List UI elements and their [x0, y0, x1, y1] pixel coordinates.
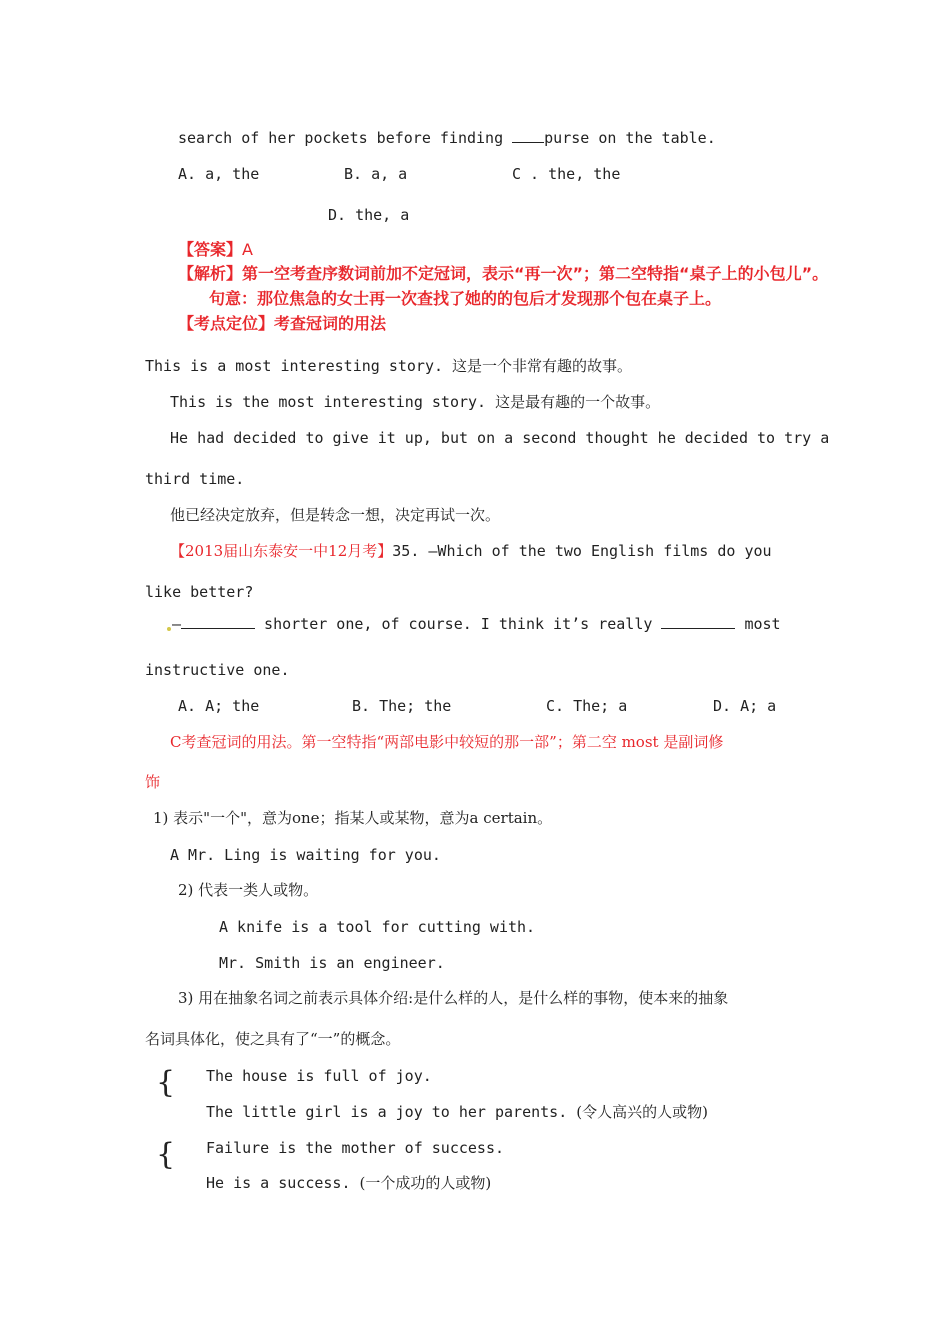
- example-en: This is a most interesting story.: [145, 357, 453, 375]
- reply-dash: —: [172, 615, 182, 633]
- pair-1-sentence-b: [206, 1102, 708, 1122]
- q35-option-a: A. A; the: [178, 697, 260, 715]
- example-3-line-2: third time.: [145, 470, 245, 488]
- analysis-line-1: [178, 264, 828, 284]
- point-value: 考查冠词的用法: [274, 314, 387, 333]
- answer-blank: [512, 128, 544, 143]
- q35-explanation-line-2: 饰: [145, 773, 161, 791]
- answer-blank-2: [661, 614, 735, 629]
- brace-icon: {: [156, 1137, 176, 1172]
- option-c: C . the, the: [512, 165, 621, 183]
- pair-1-sentence-a: The house is full of joy.: [206, 1067, 432, 1085]
- option-d: D. the, a: [328, 206, 410, 224]
- sentence-cn: (令人高兴的人或物): [576, 1103, 708, 1121]
- stem-text-end: purse on the table.: [544, 129, 716, 147]
- example-1: [145, 356, 632, 376]
- question-stem-tail: [178, 128, 716, 148]
- answer-line: [178, 240, 253, 260]
- example-cn: 这是一个非常有趣的故事。: [452, 357, 633, 375]
- q35-explanation-line-1: C考查冠词的用法。第一空特指“两部电影中较短的那一部”；第二空 most 是副词修: [170, 733, 724, 751]
- analysis-label: 【解析】: [178, 264, 243, 283]
- point-line: [178, 314, 386, 334]
- example-cn: 这是最有趣的一个故事。: [495, 393, 661, 411]
- option-b: B. a, a: [344, 165, 408, 183]
- question-35-line-1: [170, 541, 772, 561]
- usage-item-3-line-1: 3) 用在抽象名词之前表示具体介绍:是什么样的人，是什么样的事物，使本来的抽象: [178, 989, 729, 1007]
- question-stem: 35. —Which of the two English films do you: [392, 542, 772, 560]
- question-35-reply: [172, 614, 781, 634]
- example-en: This is the most interesting story.: [170, 393, 496, 411]
- reply-end: most: [735, 615, 781, 633]
- answer-label: 【答案】: [178, 240, 243, 259]
- example-3-line-1: He had decided to give it up, but on a second thought he decided to try a: [170, 429, 830, 447]
- brace-icon: {: [156, 1065, 176, 1100]
- usage-item-1: 1) 表示"一个"，意为one；指某人或某物，意为a certain。: [153, 809, 553, 827]
- marker-dot: [167, 627, 171, 631]
- question-source: 【2013届山东泰安一中12月考】: [170, 542, 393, 560]
- answer-value: A: [242, 240, 253, 259]
- option-a: A. a, the: [178, 165, 260, 183]
- q35-option-b: B. The; the: [352, 697, 452, 715]
- usage-item-2: 2) 代表一类人或物。: [178, 881, 319, 899]
- sentence-en: He is a success.: [206, 1174, 360, 1192]
- example-2: [170, 392, 660, 412]
- q35-option-c: C. The; a: [546, 697, 628, 715]
- question-35-line-2: like better?: [145, 583, 254, 601]
- q35-option-d: D. A; a: [713, 697, 777, 715]
- pair-2-sentence-a: Failure is the mother of success.: [206, 1139, 505, 1157]
- stem-text: search of her pockets before finding: [178, 129, 513, 147]
- question-35-reply-line-2: instructive one.: [145, 661, 290, 679]
- usage-item-2-example-2: Mr. Smith is an engineer.: [219, 954, 445, 972]
- usage-item-2-example-1: A knife is a tool for cutting with.: [219, 918, 536, 936]
- sentence-en: The little girl is a joy to her parents.: [206, 1103, 577, 1121]
- usage-item-3-line-2: 名词具体化，使之具有了“一”的概念。: [145, 1030, 401, 1048]
- reply-text: shorter one, of course. I think it’s really: [255, 615, 662, 633]
- point-label: 【考点定位】: [178, 314, 275, 333]
- pair-2-sentence-b: [206, 1173, 491, 1193]
- example-3-translation: 他已经决定放弃，但是转念一想，决定再试一次。: [170, 506, 501, 524]
- analysis-line-2: 句意：那位焦急的女士再一次查找了她的的包后才发现那个包在桌子上。: [209, 289, 722, 308]
- answer-blank-1: [181, 614, 255, 629]
- sentence-cn: (一个成功的人或物): [359, 1174, 492, 1192]
- usage-item-1-example: A Mr. Ling is waiting for you.: [170, 846, 441, 864]
- analysis-text: 第一空考查序数词前加不定冠词，表示“再一次”；第二空特指“桌子上的小包儿”。: [242, 264, 829, 283]
